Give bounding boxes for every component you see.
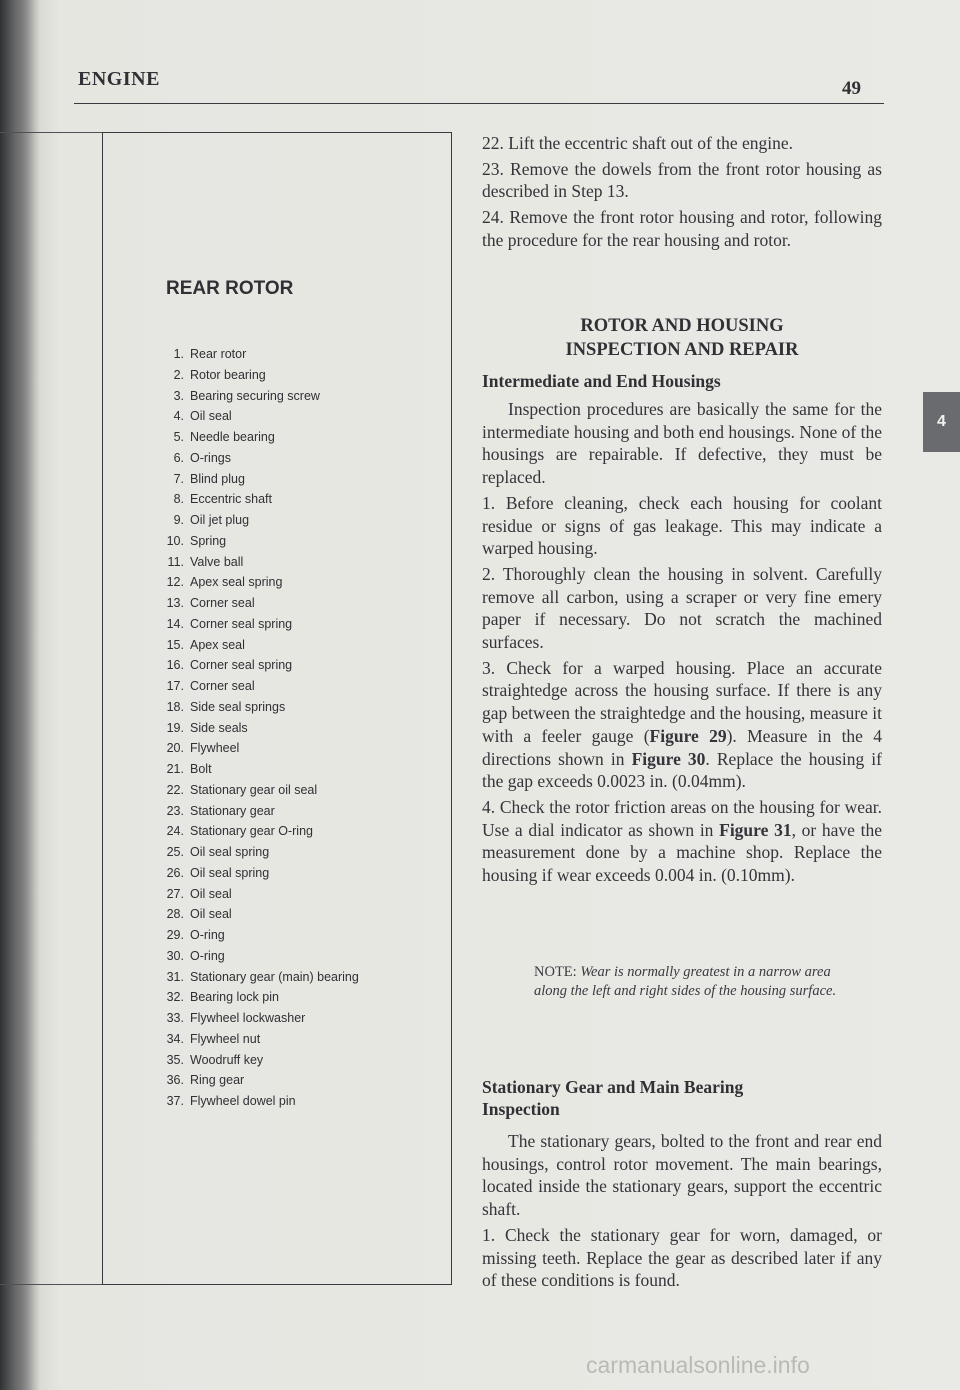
legend-item-label: Spring [190,533,227,548]
legend-item-number: 32. [166,990,184,1005]
legend-item-label: Stationary gear O-ring [190,824,313,839]
legend-item-label: Side seal springs [190,699,286,714]
legend-item-number: 16. [166,658,184,673]
legend-item [160,510,359,531]
step-24: 24. Remove the front rotor housing and rotor, following the procedure for the rear housing and rotor. [482,207,882,250]
legend-item [160,427,359,448]
legend-item-number: 35. [166,1052,184,1067]
legend-item [160,987,359,1008]
step-4-part-b: , or have the measurement done by a machine shop. Replace the housing if wear exceeds 0.004 in. (0.10mm). [482,819,883,886]
legend-item-number: 31. [166,969,184,984]
legend-item [160,946,359,967]
legend-item [160,1050,359,1071]
legend-item-label: Eccentric shaft [190,492,272,507]
housing-inspection-text [482,398,882,887]
legend-item-number: 12. [166,575,184,590]
legend-item-number: 36. [166,1073,184,1088]
legend-item-label: Bearing securing screw [190,388,320,403]
legend-item-label: Needle bearing [190,430,275,444]
legend-item-label: Oil seal spring [190,865,270,880]
legend-item-label: Flywheel dowel pin [190,1094,296,1108]
legend-item-number: 30. [166,948,184,963]
legend-item [160,406,359,427]
legend-item [160,448,359,469]
legend-item-number: 8. [173,492,184,507]
legend-item-label: Apex seal spring [190,575,283,590]
legend-item [160,780,359,801]
legend-item-number: 29. [166,928,184,942]
figure-31-ref: Figure 31 [719,819,792,840]
step-4 [482,796,882,887]
legend-item-number: 1. [173,347,184,361]
legend-item-label: O-rings [190,450,231,465]
legend-item [160,842,359,863]
legend-item-label: Corner seal spring [190,658,293,673]
step-4-part-a: 4. Check the rotor friction areas on the housing for wear. Use a dial indicator as shown in [482,796,882,840]
legend-list [160,344,359,1112]
legend-item [160,1091,359,1112]
page-number: 49 [842,78,861,99]
legend-item-number: 7. [173,471,184,486]
legend-item-label: Oil jet plug [190,513,250,527]
legend-item-number: 22. [166,782,184,797]
legend-item-label: Bolt [190,762,212,776]
figure-29-ref: Figure 29 [649,725,727,746]
watermark: carmanualsonline.info [586,1352,810,1378]
legend-item-label: Oil seal [190,886,232,901]
legend-item [160,552,359,573]
legend-item-number: 5. [173,430,184,444]
figure-30-ref: Figure 30 [631,748,706,769]
legend-item [160,967,359,988]
legend-item-label: Rear rotor [190,347,247,361]
legend-title: REAR ROTOR [166,278,294,299]
section-heading-line-1: ROTOR AND HOUSING [580,316,784,336]
note-lead: NOTE: [534,964,581,980]
legend-item [160,904,359,925]
note-body: Wear is normally greatest in a narrow area along the left and right sides of the housing surface. [534,964,837,999]
legend-item [160,863,359,884]
legend-item-number: 2. [173,367,184,382]
legend-item-number: 33. [166,1011,184,1025]
step-3-part-c: . Replace the housing if the gap exceeds 0.0023 in. (0.04mm). [482,748,882,792]
legend-item [160,718,359,739]
legend-item [160,489,359,510]
legend-item [160,365,359,386]
legend-item-number: 13. [166,596,184,610]
legend-item-number: 18. [166,699,184,714]
section-heading [482,314,882,362]
subheading-stationary-gear-line-1: Stationary Gear and Main Bearing [482,1077,744,1097]
legend-item [160,821,359,842]
legend-item-number: 17. [166,679,184,693]
legend-item [160,635,359,656]
legend-item [160,759,359,780]
legend-item-label: Side seals [190,720,248,735]
legend-item [160,386,359,407]
legend-item-label: Corner seal spring [190,616,293,631]
legend-item [160,614,359,635]
legend-item-label: Oil seal spring [190,845,270,859]
note [534,963,854,1001]
legend-item-label: Flywheel nut [190,1031,261,1046]
legend-item-number: 9. [173,513,184,527]
legend-item-number: 27. [166,886,184,901]
legend-item [160,469,359,490]
legend-item-number: 26. [166,865,184,880]
legend-item [160,697,359,718]
legend-item-label: Oil seal [190,409,232,424]
legend-item-label: Oil seal [190,907,232,922]
header-rule [74,103,884,104]
step-2: 2. Thoroughly clean the housing in solvent. Carefully remove all carbon, using a scraper or very fine emery paper if necessary. Do not scratch the machined surfaces. [482,563,882,653]
legend-item-label: Blind plug [190,471,245,486]
legend-item-label: Ring gear [190,1073,245,1088]
steps-top [482,132,882,252]
legend-item [160,1070,359,1091]
step-1: 1. Before cleaning, check each housing for coolant residue or signs of gas leakage. This may indicate a warped housing. [482,492,882,559]
legend-item-label: Stationary gear (main) bearing [190,969,359,984]
book-spine-shadow [0,0,40,1390]
legend-item [160,655,359,676]
legend-item-label: Rotor bearing [190,367,266,382]
legend-item [160,344,359,365]
step-3-part-a: 3. Check for a warped housing. Place an accurate straightedge across the housing surface. If there is any gap between the straightedge and the housing, measure it with a feeler gauge ( [482,657,882,746]
step-23: 23. Remove the dowels from the front rotor housing as described in Step 13. [482,158,882,202]
gear-inspection-text [482,1130,882,1292]
legend-item-number: 37. [166,1094,184,1108]
legend-item-label: O-ring [190,948,225,963]
legend-item [160,925,359,946]
subheading-stationary-gear [482,1076,882,1120]
legend-item-label: Valve ball [190,554,244,569]
step-3-part-b: ). Measure in the 4 directions shown in [482,725,882,769]
legend-item-number: 20. [166,741,184,756]
legend-item [160,572,359,593]
legend-item-number: 21. [166,762,184,776]
figure-fold-line-bottom [0,1284,102,1285]
legend-item [160,531,359,552]
legend-item-number: 4. [173,409,184,424]
legend-item [160,593,359,614]
legend-item-label: Corner seal [190,596,255,610]
legend-item [160,884,359,905]
step-22: 22. Lift the eccentric shaft out of the engine. [482,133,793,153]
legend-item-number: 11. [167,554,184,569]
gear-paragraph: The stationary gears, bolted to the front and rear end housings, control rotor movement. The main bearings, located inside the stationary gears, support the eccentric shaft. [482,1131,882,1220]
legend-item-label: Corner seal [190,679,255,693]
legend-item-number: 19. [166,720,184,735]
gear-step-1: 1. Check the stationary gear for worn, damaged, or missing teeth. Replace the gear as described later if any of these conditions is found. [482,1224,882,1291]
legend-item [160,738,359,759]
legend-item-label: Stationary gear [190,803,275,818]
legend-item [160,1029,359,1050]
legend-item-number: 10. [166,533,184,548]
legend-item-number: 15. [166,637,184,652]
legend-item [160,801,359,822]
legend-item [160,1008,359,1029]
figure-fold-line-top [0,132,102,133]
running-header-title: ENGINE [78,68,160,90]
legend-item-number: 6. [173,450,184,465]
legend-item-label: Apex seal [190,637,245,652]
step-3 [482,657,882,793]
legend-item-label: Stationary gear oil seal [190,782,318,797]
intro-paragraph: Inspection procedures are basically the same for the intermediate housing and both end housings. None of the housings are repairable. If defective, they must be replaced. [482,399,882,488]
legend-item-label: O-ring [190,928,225,942]
legend-item-label: Woodruff key [190,1052,264,1067]
legend-item-number: 25. [166,845,184,859]
subheading-housings: Intermediate and End Housings [482,371,721,391]
legend-item-number: 23. [166,803,184,818]
legend-item-number: 24. [166,824,184,839]
legend-item-label: Flywheel lockwasher [190,1011,306,1025]
legend-item [160,676,359,697]
chapter-tab: 4 [923,392,960,452]
legend-item-number: 34. [166,1031,184,1046]
legend-item-label: Flywheel [190,741,240,756]
legend-item-number: 14. [166,616,184,631]
subheading-stationary-gear-line-2: Inspection [482,1099,560,1119]
legend-item-label: Bearing lock pin [190,990,279,1005]
legend-item-number: 28. [166,907,184,922]
legend-item-number: 3. [173,388,184,403]
section-heading-line-2: INSPECTION AND REPAIR [565,340,799,360]
